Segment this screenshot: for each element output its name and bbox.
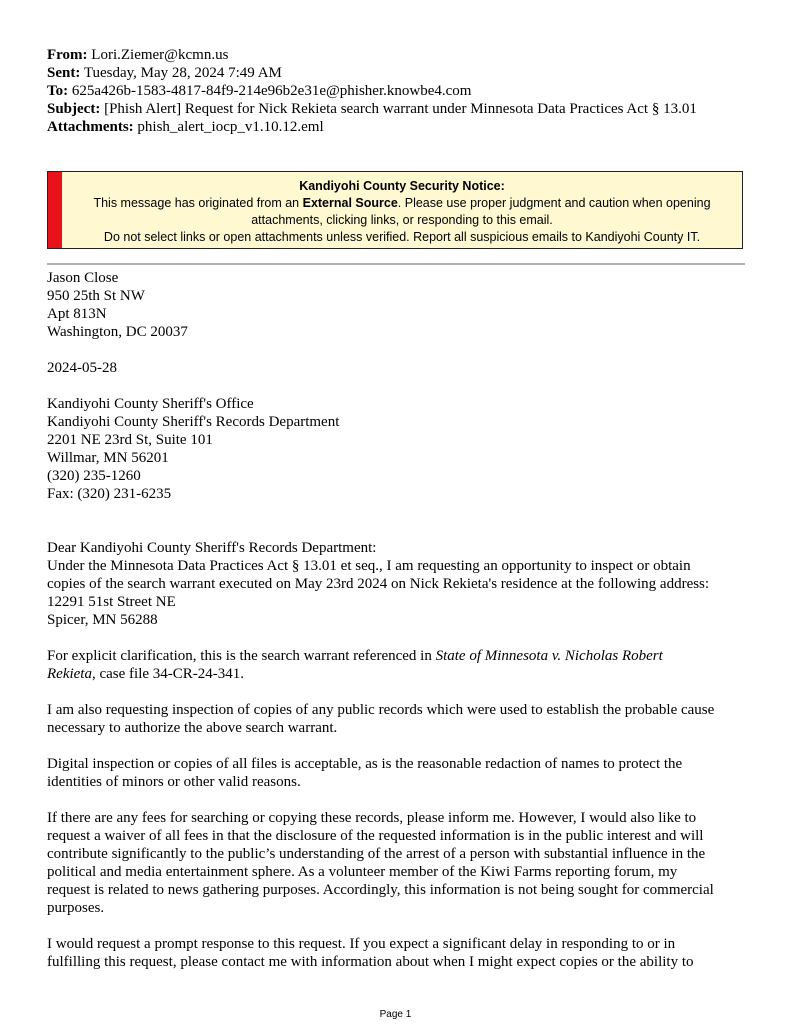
recipient-line: Kandiyohi County Sheriff's Office xyxy=(47,396,254,412)
text-line: 12291 51st Street NE xyxy=(47,594,176,610)
notice-line-2: attachments, clicking links, or responding to this email. xyxy=(251,213,553,227)
attachments-line xyxy=(47,118,747,136)
text-line: identities of minors or other valid reasons. xyxy=(47,774,301,790)
notice-line-3: Do not select links or open attachments unless verified. Report all suspicious emails to Kandiyohi County IT. xyxy=(103,230,701,244)
letter-date: 2024-05-28 xyxy=(47,360,117,376)
text-line: copies of the search warrant executed on May 23rd 2024 on Nick Rekieta's residence at the following address: xyxy=(47,576,710,592)
para2-post: , case file 34-CR-24-341. xyxy=(91,666,245,682)
sender-line: Apt 813N xyxy=(47,306,107,322)
text-line: If there are any fees for searching or copying these records, please inform me. However, I would also like to xyxy=(47,810,697,826)
salutation: Dear Kandiyohi County Sheriff's Records Department: xyxy=(47,540,377,556)
text-line: Digital inspection or copies of all files is acceptable, as is the reasonable redaction of names to protect the xyxy=(47,756,683,772)
sent-line xyxy=(47,64,747,82)
recipient-line: Fax: (320) 231-6235 xyxy=(47,486,172,502)
sender-line: 950 25th St NW xyxy=(47,288,145,304)
paragraph-4 xyxy=(47,755,747,791)
notice-line-1-pre: This message has originated from an xyxy=(93,196,303,210)
header-divider xyxy=(47,263,745,265)
from-label: From: xyxy=(47,47,88,63)
subject-label: Subject: xyxy=(47,101,101,117)
security-notice-banner xyxy=(47,171,743,249)
notice-body xyxy=(62,178,742,246)
text-line: political and media entertainment sphere. As a volunteer member of the Kiwi Farms reporting forum, my xyxy=(47,864,678,880)
letter-body xyxy=(47,269,747,971)
recipient-address xyxy=(47,395,747,503)
paragraph-3 xyxy=(47,701,747,737)
text-line: contribute significantly to the public’s understanding of the arrest of a person with substantial influence in the xyxy=(47,846,706,862)
sender-line: Jason Close xyxy=(47,270,119,286)
paragraph-5 xyxy=(47,809,747,917)
text-line xyxy=(47,647,747,665)
para2-pre: For explicit clarification, this is the search warrant referenced in xyxy=(47,648,436,664)
attachments-label: Attachments: xyxy=(47,119,134,135)
to-value: 625a426b-1583-4817-84f9-214e96b2e31e@phisher.knowbe4.com xyxy=(71,83,472,99)
recipient-line: (320) 235-1260 xyxy=(47,468,141,484)
text-line: Under the Minnesota Data Practices Act § 13.01 et seq., I am requesting an opportunity to inspect or obtain xyxy=(47,558,691,574)
page-number: Page 1 xyxy=(379,1009,412,1020)
to-line xyxy=(47,82,747,100)
notice-line-1 xyxy=(62,195,742,212)
text-line: I would request a prompt response to this request. If you expect a significant delay in responding to or in xyxy=(47,936,676,952)
attachments-value[interactable]: phish_alert_iocp_v1.10.12.eml xyxy=(137,119,324,135)
sender-line: Washington, DC 20037 xyxy=(47,324,188,340)
text-line: fulfilling this request, please contact me with information about when I might expect copies or the ability to xyxy=(47,954,694,970)
sender-address xyxy=(47,269,747,341)
notice-title: Kandiyohi County Security Notice: xyxy=(299,179,505,193)
paragraph-2 xyxy=(47,647,747,683)
paragraph-1 xyxy=(47,557,747,629)
text-line: Spicer, MN 56288 xyxy=(47,612,158,628)
text-line xyxy=(47,665,747,683)
text-line: request is related to news gathering purposes. Accordingly, this information is not being sought for commercial xyxy=(47,882,714,898)
text-line: request a waiver of all fees in that the disclosure of the requested information is in the public interest and will xyxy=(47,828,704,844)
subject-value: [Phish Alert] Request for Nick Rekieta search warrant under Minnesota Data Practices Act § 13.01 xyxy=(104,101,697,117)
notice-external-source: External Source xyxy=(302,196,398,210)
recipient-line: Willmar, MN 56201 xyxy=(47,450,169,466)
case-name-part-1: State of Minnesota v. Nicholas Robert xyxy=(435,648,663,664)
case-name-part-2: Rekieta xyxy=(47,666,92,682)
to-label: To: xyxy=(47,83,69,99)
recipient-line: 2201 NE 23rd St, Suite 101 xyxy=(47,432,213,448)
sent-label: Sent: xyxy=(47,65,81,81)
text-line: I am also requesting inspection of copies of any public records which were used to establish the probable cause xyxy=(47,702,715,718)
text-line: purposes. xyxy=(47,900,105,916)
sent-value: Tuesday, May 28, 2024 7:49 AM xyxy=(83,65,282,81)
text-line: necessary to authorize the above search warrant. xyxy=(47,720,338,736)
paragraph-6 xyxy=(47,935,747,971)
email-header xyxy=(47,46,747,136)
from-value: Lori.Ziemer@kcmn.us xyxy=(91,47,229,63)
from-line xyxy=(47,46,747,64)
recipient-line: Kandiyohi County Sheriff's Records Department xyxy=(47,414,340,430)
notice-accent-bar xyxy=(48,172,62,248)
subject-line xyxy=(47,100,747,118)
notice-line-1-post: . Please use proper judgment and caution when opening xyxy=(397,196,711,210)
